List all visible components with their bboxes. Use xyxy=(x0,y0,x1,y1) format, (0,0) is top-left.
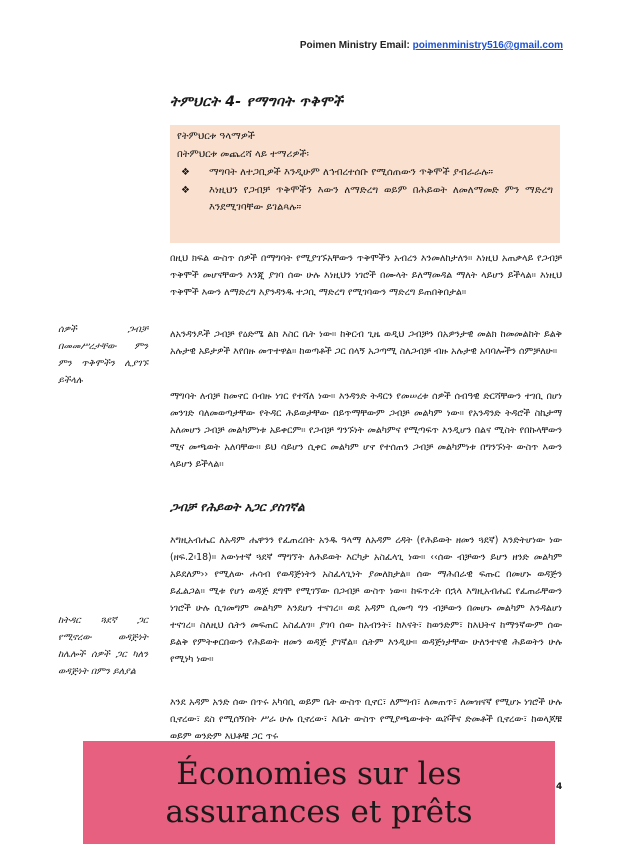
lesson-title: ትምህርት 4- የማግባት ጥቅሞች xyxy=(170,94,344,110)
page-header xyxy=(300,40,563,51)
diamond-bullet-icon: ❖ xyxy=(181,167,190,178)
body-paragraph-companion: እግዚአብሔር ለአዳም ሔዋንን የፈጠረበት አንዱ ዓላማ ለአዳም ረዳት (የሕይወት ዘመን ጓደኛ) እንድትሆነው ነው (ዘፍ.2፡18)። እውነተኛ ጓደኛ ማግኘት ለሕይወት እርካታ አስፈላጊ ነው። ‹‹ሰው ብቻውን ይሆን ዘንድ መልካም አይደለም›› የሚለው ሐሳብ የወዳጅነትን አስፈላጊነት ያመለክታል። ሰው ማሕበራዊ ፍጡር በመሆኑ ወዳጅን ይፈልጋል። ሚቱ የሆነ ወዳጅ ደግሞ የሚገኘው በጋብቻ ውስጥ ነው። ከፍጥረት በኋላ እግዚአብሔር የፈጠራቸውን ነገሮች ሁሉ ሲገመግም መልካም እንደሆነ ተናገረ። ወደ አዳም ሲመጣ ግን ብቻውን በመሆኑ መልካም እንዳልሆነ ተናገረ። ስለዚህ ሴትን መፍጠር አስፈለገ። ያገባ ሰው ከአብንት፣ ከእናት፣ ከወንድም፣ ከእህትና ከማንኛውም ሰው ይልቅ የምትቀርበውን የሕይወት ዘመን ወዳጅ ያገኛል። ሴትም እንዲሁ። ወዳጅነታቸው ሁለንተናዊ ሕይወትን ሁሉ የሚነካ ነው። xyxy=(170,535,562,665)
objective-text: ማግባት ለተጋቢዎች እንዲሁም ለኅብረተሰቡ የሚሰጠውን ጥቅሞች ያብራራሉ። xyxy=(209,167,494,178)
ad-banner[interactable] xyxy=(83,741,555,844)
objective-item xyxy=(177,164,553,181)
section-subheading: ጋብቻ የሕይወት አጋር ያስገኛል xyxy=(170,500,305,514)
objectives-list xyxy=(177,164,553,216)
diamond-bullet-icon: ❖ xyxy=(181,185,190,196)
banner-line-2: assurances et prêts xyxy=(165,793,473,830)
body-paragraph-marriage-good: ማግባት ለብቻ ከመኖር በብዙ ነገር የተሻለ ነው። እንዳንድ ትዳርን የመሠረቱ ሰዎች ሰብዓዊ ድርሻቸውን ተገቢ በሆነ መንገድ ባለመወጣታቸው የትዳር ሕይወታቸው በይጥማቸውም ጋብቻ መልካም ነው። የአንዳንድ ትዳሮች ስኬታማ አለመሆን ጋብቻ መልካምነቱ አይቀርም። የጋብቻ ግንኙነት መልካምና የሚጣፍጥ እንዲሆን በልና ሚስት የበኩላቸውን ሚና መጫወት አለባቸው። ይህ ሳይሆን ሲቀር መልካም ሆኖ የተሰጠን ጋብቻ መልካምነቱ በግንኙነት ውስጥ እውን ላይሆን ይችላል። xyxy=(170,391,562,470)
body-paragraph-negative-views: ለአንዳንዶች ጋብቻ የዕድሜ ልክ እስር ቤት ነው። ከቅርብ ጊዜ ወዲህ ጋብቻን በአዎንታዊ መልክ ከመመልከት ይልቅ አሉታዊ አይታዎች እየበዙ መጥተዋል። ከወጣቶች ጋር በላኝ አጋጣሚ ስለጋብቻ ብዙ አሉታዊ አባባሎችን ሰምቻለሁ። xyxy=(170,329,562,357)
margin-note-friendship: ከትዳር ጓደኛ ጋር የሚኖረው ወዳጅነት ከሌሎች ሰዎች ጋር ካለን ወዳጅነት በምን ይለያል xyxy=(58,615,148,677)
objectives-box xyxy=(170,125,560,243)
objectives-intro: በትምህርቱ መጨረሻ ላይ ተማሪዎች፡ xyxy=(177,149,309,160)
objective-text: እነዚህን የጋብቻ ጥቅሞችን እውን ለማድረግ ወይም በሕይወት ለመለማመድ ምን ማድረግ እንደሚገባቸው ይገልጻሉ። xyxy=(209,185,553,213)
header-email-label: Email: xyxy=(379,40,410,51)
body-paragraph-intro: በዚህ ክፍል ውስጥ ሰዎች በማግባት የሚያገኙአቸውን ጥቅሞችን አብረን እንመለከታለን። እነዚህ አጠቃላይ የጋብቻ ጥቅሞች መሆናቸውን እንጂ ያገባ ሰው ሁሉ እነዚህን ነገሮች በሙላት ይለማመዳል ማለት ላይሆን ይችላል። እነዚህ ጥቅሞች እውን ለማድረግ እያንዳንዱ ተጋቢ ማድረግ የሚገባውን ማድረግ ይጠበቅበታል። xyxy=(170,253,562,298)
header-org: Poimen Ministry xyxy=(299,40,378,51)
objectives-heading: የትምህርቱ ዓላማዎች xyxy=(177,131,255,142)
page-number: 4 xyxy=(556,782,563,792)
margin-note-benefits: ሰዎች ጋብቻ በመመሥረታቸው ምን ምን ጥቅሞችን ሊያገኙ ይችላሉ xyxy=(58,324,148,386)
objective-item xyxy=(177,182,553,216)
email-link[interactable]: poimenministry516@gmail.com xyxy=(412,40,563,51)
body-paragraph-adam: እንደ አዳም አንድ ሰው በጥሩ አካባቢ ወይም ቤት ውስጥ ቢኖር፣ ለምግብ፣ ለመጠጥ፣ ለመዝናኛ የሚሆኑ ነገሮች ሁሉ ቢኖረው፣ ደስ የሚሰኝበት ሥራ ሁሉ ቢኖረው፣ እቤት ውስጥ የሚያጫውቱት ዉሾችና ድመቶች ቢኖረው፣ ከወላጆቹ ወይም ወንድም እህቶቹ ጋር ጥሩ xyxy=(170,697,562,740)
banner-line-1: Économies sur les xyxy=(176,755,462,792)
